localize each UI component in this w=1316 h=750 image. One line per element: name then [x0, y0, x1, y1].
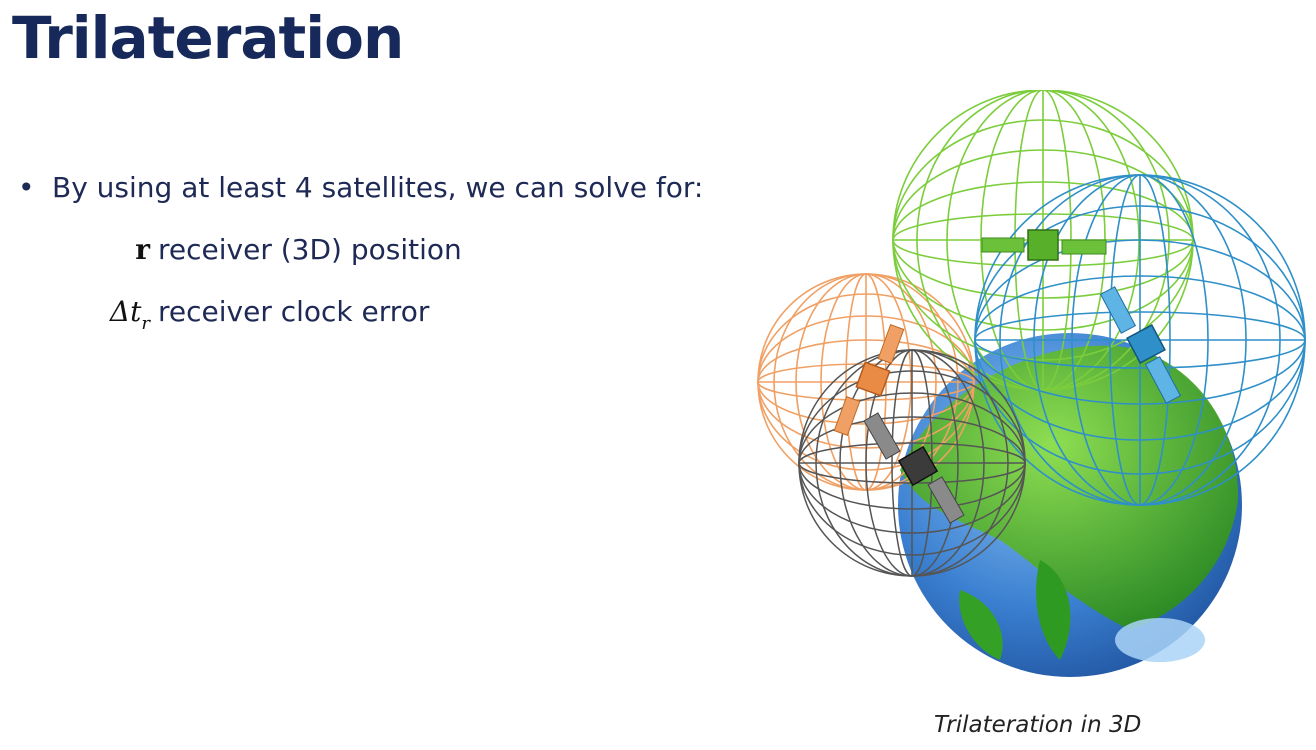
variable-symbol-r: r	[135, 233, 150, 266]
figure-caption: Trilateration in 3D	[934, 712, 1142, 738]
variable-description-position: receiver (3D) position	[158, 233, 462, 266]
bullet-text: By using at least 4 satellites, we can solve for:	[52, 171, 704, 204]
delta-t-symbol: Δt	[109, 295, 142, 328]
delta-t-subscript: r	[141, 313, 150, 334]
bullet-marker: •	[18, 171, 35, 204]
variable-description-clock-error: receiver clock error	[158, 295, 430, 328]
bullet-item	[18, 168, 703, 208]
variable-row-position	[86, 230, 462, 270]
variable-symbol-delta-t	[86, 292, 150, 344]
trilateration-figure	[730, 90, 1315, 690]
page-title: Trilateration	[12, 4, 404, 72]
variable-row-clock-error	[86, 292, 429, 344]
